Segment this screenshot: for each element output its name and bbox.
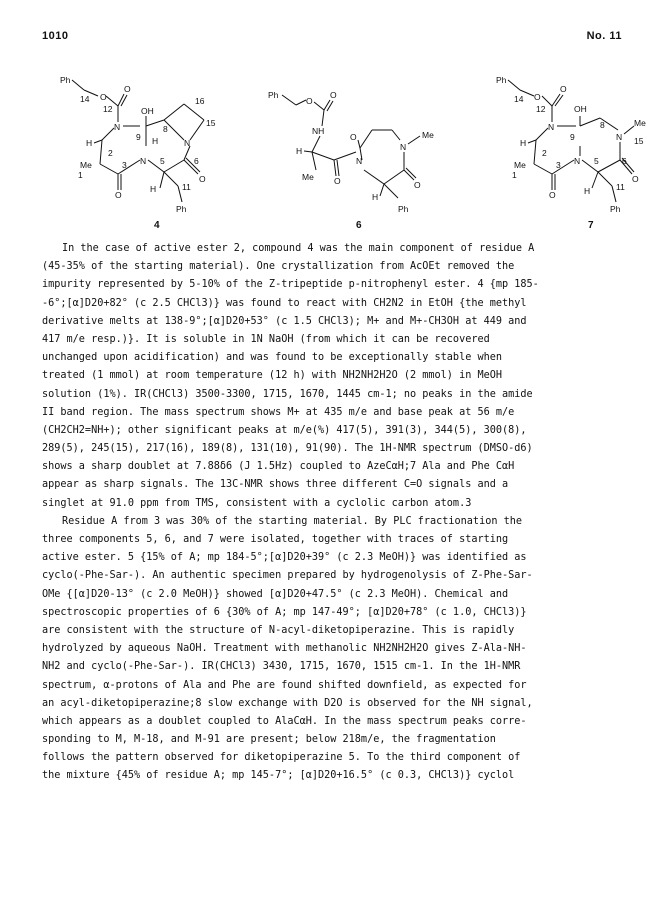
atom-label: Me: [422, 130, 434, 140]
text-line: three components 5, 6, and 7 were isolated, together with traces of starting: [42, 534, 509, 545]
text-line: impurity represented by 5-10% of the Z-tripeptide p-nitrophenyl ester. 4 {mp 185-: [42, 279, 539, 291]
atom-label: O: [414, 180, 421, 190]
text-line: (CH2CH2=NH+); other significant peaks at m/e(%) 417(5), 391(3), 344(5), 300(8),: [42, 424, 527, 436]
compound-label: 4: [154, 220, 160, 230]
journal-issue: No. 11: [586, 30, 622, 42]
atom-label: N: [574, 156, 581, 166]
text-line: unchanged upon acidification) and was found to be exceptionally stable when: [42, 352, 503, 364]
text-line: spectrum, α-protons of Ala and Phe are found shifted downfield, as expected for: [42, 679, 527, 691]
atom-label: N: [616, 132, 623, 142]
atom-label: H: [152, 136, 159, 146]
atom-label: O: [115, 190, 122, 200]
atom-label: O: [350, 132, 357, 142]
atom-label: 1: [78, 170, 83, 180]
atom-label: N: [400, 142, 407, 152]
atom-label: 3: [122, 160, 127, 170]
atom-label: H: [296, 146, 303, 156]
text-line: appear as sharp signals. The 13C-NMR shows three different C=O signals and a: [42, 479, 509, 491]
atom-label: Ph: [398, 204, 409, 214]
text-line: Residue A from 3 was 30% of the starting material. By PLC fractionation the: [62, 515, 523, 527]
text-line: shows a sharp doublet at 7.88δ6 (J 1.5Hz) coupled to AzeCαH;7 Ala and Phe CαH: [42, 461, 515, 473]
text-line: an acyl-diketopiperazine;8 slow exchange with D2O is observed for the NH signal,: [42, 697, 533, 709]
atom-label: 11: [182, 182, 191, 192]
atom-label: 8: [163, 124, 168, 134]
text-line: active ester. 5 {15% of A; mp 184-5°;[α]D20+39° (c 2.3 MeOH)} was identified as: [42, 552, 527, 564]
atom-label: Me: [302, 172, 314, 182]
atom-label: O: [199, 174, 206, 184]
atom-label: 8: [600, 120, 605, 130]
text-line: NH2 and cyclo(-Phe-Sar-). IR(CHCl3) 3430, 1715, 1670, 1515 cm-1. In the 1H-NMR: [42, 661, 521, 673]
atom-label: O: [100, 92, 107, 102]
atom-label: O: [334, 176, 341, 186]
text-line: 289(5), 245(15), 217(16), 189(8), 131(10), 91(90). The 1H-NMR spectrum (DMSO-d6): [42, 443, 533, 455]
atom-label: O: [306, 96, 313, 106]
atom-label: 9: [136, 132, 141, 142]
atom-label: 12: [536, 104, 546, 114]
chemical-structures: [0, 60, 672, 230]
structure-7: [496, 75, 646, 230]
atom-label: 6: [622, 156, 627, 166]
text-line: 417 m/e resp.)}. It is soluble in 1N NaOH (from which it can be recovered: [42, 333, 490, 345]
atom-label: 9: [570, 132, 575, 142]
atom-label: Ph: [610, 204, 621, 214]
atom-label: H: [150, 184, 157, 194]
atom-label: N: [140, 156, 147, 166]
structure-6: [268, 90, 434, 230]
text-line: sponding to M, M-18, and M-91 are present; below 218m/e, the fragmentation: [42, 734, 496, 746]
text-line: treated (1 mmol) at room temperature (12 h) with NH2NH2H2O (2 mmol) in MeOH: [42, 370, 503, 382]
atom-label: OH: [574, 104, 587, 114]
text-line: -6°;[α]D20+82° (c 2.5 CHCl3)} was found to react with CH2N2 in EtOH {the methyl: [42, 297, 527, 309]
atom-label: O: [560, 84, 567, 94]
atom-label: H: [86, 138, 93, 148]
atom-label: N: [184, 138, 191, 148]
atom-label: 12: [103, 104, 113, 114]
text-line: spectroscopic properties of 6 {30% of A; mp 147-49°; [α]D20+78° (c 1.0, CHCl3)}: [42, 606, 527, 618]
atom-label: 5: [160, 156, 165, 166]
atom-label: 15: [634, 136, 644, 146]
atom-label: Me: [80, 160, 92, 170]
atom-label: Me: [634, 118, 646, 128]
page-number: 1010: [42, 30, 69, 42]
text-line: II band region. The mass spectrum shows M+ at 435 m/e and base peak at 56 m/e: [42, 406, 515, 418]
text-line: (45-35% of the starting material). One crystallization from AcOEt removed the: [42, 261, 515, 273]
atom-label: O: [534, 92, 541, 102]
atom-label: O: [549, 190, 556, 200]
compound-label: 7: [588, 220, 594, 230]
atom-label: 2: [108, 148, 113, 158]
text-line: derivative melts at 138-9°;[α]D20+53° (c 1.5 CHCl3); M+ and M+-CH3OH at 449 and: [42, 315, 527, 327]
atom-label: Me: [514, 160, 526, 170]
atom-label: N: [114, 122, 121, 132]
atom-label: 14: [80, 94, 90, 104]
atom-label: N: [548, 122, 555, 132]
atom-label: O: [632, 174, 639, 184]
atom-label: Ph: [496, 75, 507, 85]
body-text: [42, 240, 642, 786]
text-line: OMe {[α]D20-13° (c 2.0 MeOH)} showed [α]D20+47.5° (c 2.3 MeOH). Chemical and: [42, 588, 509, 600]
atom-label: 1: [512, 170, 517, 180]
atom-label: O: [124, 84, 131, 94]
atom-label: Ph: [60, 75, 71, 85]
text-line: solution (1%). IR(CHCl3) 3500-3300, 1715, 1670, 1445 cm-1; no peaks in the amide: [42, 388, 533, 400]
atom-label: 11: [616, 182, 625, 192]
text-line: singlet at 91.0 ppm from TMS, consistent with a cyclolic carbon atom.3: [42, 497, 472, 509]
atom-label: H: [520, 138, 527, 148]
atom-label: 2: [542, 148, 547, 158]
atom-label: OH: [141, 106, 154, 116]
text-line: cyclo(-Phe-Sar-). An authentic specimen prepared by hydrogenolysis of Z-Phe-Sar-: [42, 570, 533, 582]
atom-label: 14: [514, 94, 524, 104]
atom-label: Ph: [176, 204, 187, 214]
atom-label: NH: [312, 126, 325, 136]
text-line: the mixture {45% of residue A; mp 145-7°; [α]D20+16.5° (c 0.3, CHCl3)} cyclol: [42, 770, 515, 782]
atom-label: 6: [194, 156, 199, 166]
text-line: In the case of active ester 2, compound 4 was the main component of residue A: [62, 243, 535, 254]
atom-label: 5: [594, 156, 599, 166]
atom-label: 15: [206, 118, 216, 128]
structure-4: [60, 75, 216, 230]
atom-label: H: [372, 192, 379, 202]
atom-label: 3: [556, 160, 561, 170]
text-line: are consistent with the structure of N-acyl-diketopiperazine. This is rapidly: [42, 624, 515, 636]
text-line: follows the pattern observed for diketopiperazine 5. To the third component of: [42, 752, 521, 764]
atom-label: Ph: [268, 90, 279, 100]
compound-label: 6: [356, 220, 362, 230]
atom-label: 16: [195, 96, 205, 106]
text-line: which appears as a doublet coupled to AlaCαH. In the mass spectrum peaks corre-: [42, 715, 527, 727]
atom-label: N: [356, 156, 363, 166]
atom-label: H: [584, 186, 591, 196]
text-line: hydrolyzed by aqueous NaOH. Treatment with methanolic NH2NH2H2O gives Z-Ala-NH-: [42, 643, 527, 655]
atom-label: O: [330, 90, 337, 100]
